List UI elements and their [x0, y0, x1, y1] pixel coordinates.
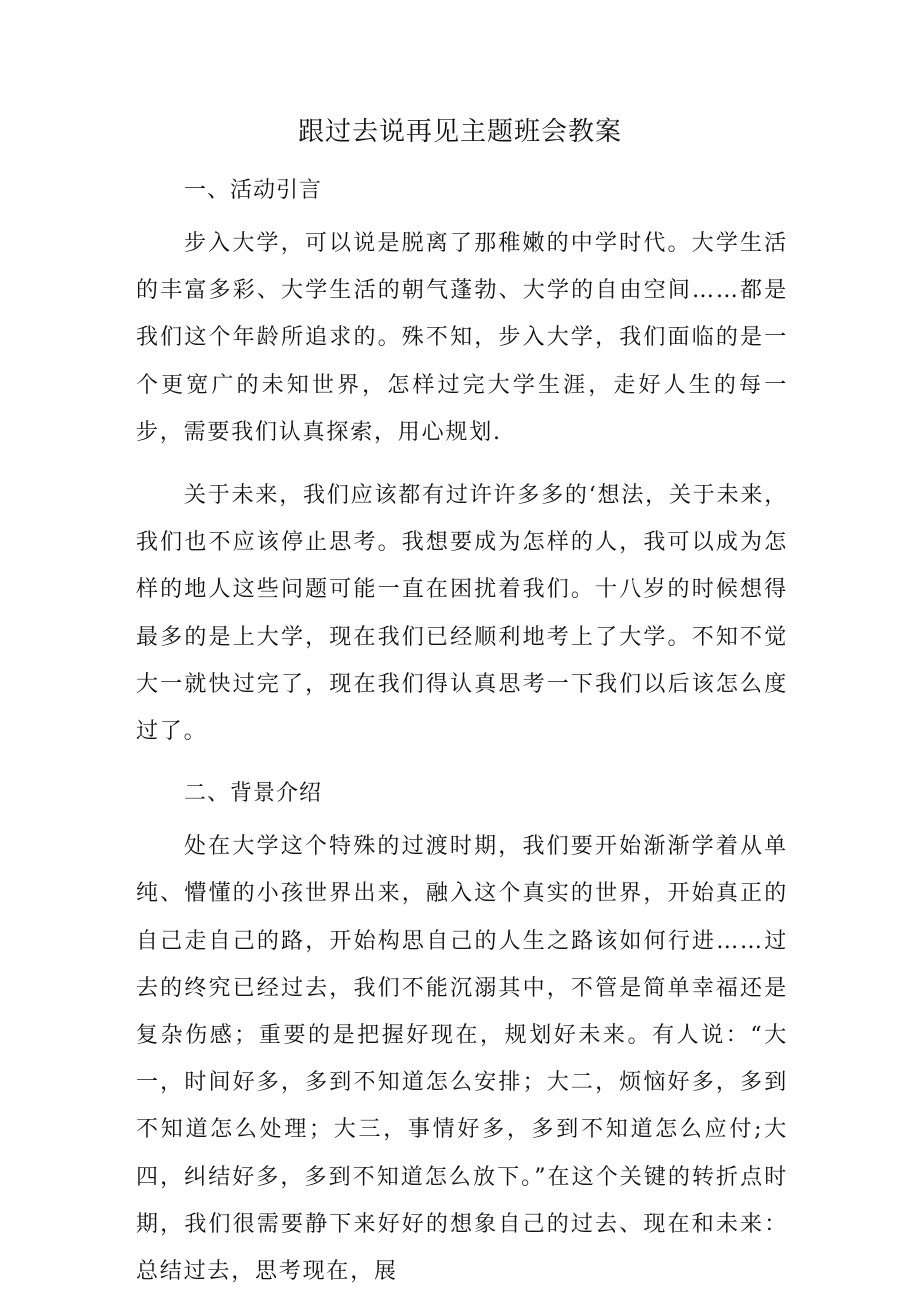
paragraph: 关于未来，我们应该都有过许许多多的‘想法，关于未来，我们也不应该停止思考。我想要成为怎样的人，我可以成为怎样的地人这些问题可能一直在困扰着我们。十八岁的时候想得最多的是上大学，现在我们已经顺利地考上了大学。不知不觉大一就快过完了，现在我们得认真思考一下我们以后该怎么度过了。	[136, 483, 788, 745]
paragraph: 步入大学，可以说是脱离了那稚嫩的中学时代。大学生活的丰富多彩、大学生活的朝气蓬勃、大学的自由空间……都是我们这个年龄所追求的。殊不知，步入大学，我们面临的是一个更宽广的未知世界，怎样过完大学生涯，走好人生的每一步，需要我们认真探索，用心规划.	[136, 231, 788, 445]
section-background	[136, 779, 920, 1295]
section-heading: 二、背景介绍	[184, 781, 323, 807]
section-heading: 一、活动引言	[184, 178, 323, 203]
document-title: 跟过去说再见主题班会教案	[297, 117, 622, 147]
paragraph: 处在大学这个特殊的过渡时期，我们要开始渐渐学着从单纯、懵懂的小孩世界出来，融入这个真实的世界，开始真正的自己走自己的路，开始构思自己的人生之路该如何行进……过去的终究已经过去，我们不能沉溺其中，不管是简单幸福还是复杂伤感；重要的是把握好现在，规划好未来。有人说：“大一，时间好多，多到不知道怎么安排；大二，烦恼好多，多到不知道怎么处理；大三，事情好多，多到不知道怎么应付;大四，纠结好多，多到不知道怎么放下。”在这个关键的转折点时期，我们很需要静下来好好的想象自己的过去、现在和未来：总结过去，思考现在，展	[136, 834, 788, 1285]
section-activity-intro	[136, 176, 920, 755]
